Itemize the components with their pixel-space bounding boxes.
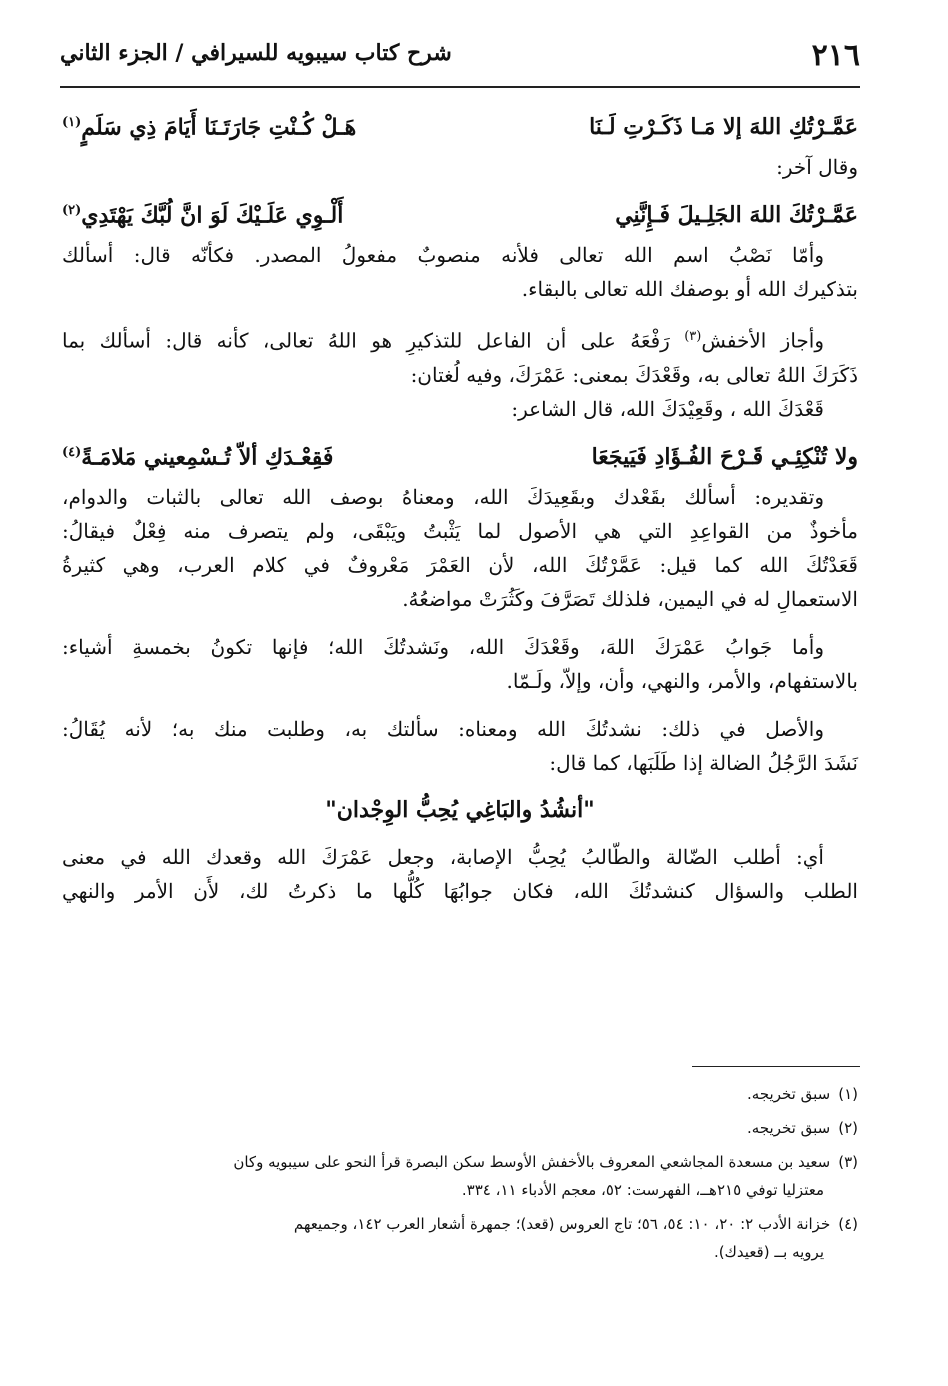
header-rule [60, 86, 860, 88]
paragraph-line: بتذكيرك الله أو بوصفك الله تعالى بالبقاء. [521, 277, 858, 301]
footnote-number: (١) [838, 1085, 858, 1103]
footnote-ref-1: (١) [62, 115, 82, 130]
footnotes [62, 1080, 858, 1266]
verse-1-first-hemistich: عَمَّـرْتُكِ اللهَ إلا مَـا ذَكَـرْتِ لَـنَا [589, 114, 858, 141]
paragraph-line: الطلب والسؤال كنشدتُكَ الله، فكان جوابُهَا كُلُّها ما ذكرتُ لك، لأَن الأمر والنهي [62, 878, 858, 903]
verse-3-first-hemistich: ولا تُنْكِئِـي قَـرْحَ الفُـؤَادِ فَيَيجَعَا [591, 443, 858, 470]
paragraph-line [62, 320, 858, 358]
footnote-text: سبق تخريجه. [747, 1085, 831, 1103]
paragraph-line: ذَكَرَكَ اللهُ تعالى به، وقَعْدَكَ بمعنى: عَمْرَكَ، وفيه لُغتان: [410, 362, 858, 387]
intro-line: وقال آخر: [776, 155, 858, 179]
paragraph-line: قَعَدْتُكَ الله كما قيل: عَمَّرْتُكَ الله، لأن العَمْرَ مَعْروفٌ في كلام العرب، وهي كثيرةُ [62, 552, 858, 577]
verse-3-second-hemistich [62, 426, 333, 484]
paragraph-line: أي: أطلب الضّالة والطّالبُ يُحِبُّ الإصابة، وجعل عَمْرَكَ الله وقعدك الله في معنى [62, 844, 824, 869]
quoted-hemistich: "أنشُدُ والبَاغِي يُحِبُّ الوِجْدان" [325, 796, 595, 823]
footnote-divider [692, 1066, 860, 1067]
paragraph-line: قَعْدَكَ الله ، وقَعِيْدَكَ الله، قال الشاعر: [511, 396, 824, 421]
footnote-ref-2: (٢) [62, 203, 82, 218]
footnote-item [62, 1114, 858, 1142]
footnote-ref-3: (٣) [684, 329, 702, 344]
paragraph-line: بالاستفهام، والأمر، والنهي، وأن، وإلاّ، ولَـمّا. [506, 668, 858, 693]
footnote-text: سبق تخريجه. [747, 1119, 831, 1137]
footnote-item [62, 1210, 858, 1238]
main-text [62, 96, 858, 908]
footnote-text: خزانة الأدب ٢: ٢٠، ١٠: ٥٤، ٥٦؛ تاج العروس (قعد)؛ جمهرة أشعار العرب ١٤٢، وجميعهم [293, 1215, 831, 1233]
verse-1 [62, 96, 858, 150]
page-header [60, 38, 860, 78]
paragraph-line: وأما جَوابُ عَمْرَكَ اللهَ، وقَعْدَكَ الله، ونَشدتُكَ الله؛ فإنها تكونُ بخمسةِ أشياء: [62, 634, 824, 659]
running-title: شرح كتاب سيبويه للسيرافي / الجزء الثاني [60, 40, 452, 66]
page-number: ٢١٦ [811, 38, 860, 73]
paragraph-line: مأخوذٌ من القواعِدِ التي هي الأصول لما يَثْبتُ ويَبْقَى، ولم يتصرف منه فِعْلٌ فيقالُ: [62, 518, 858, 543]
verse-1-second-hemistich [62, 96, 356, 154]
paragraph-line: وأمّا نَصْبُ اسم الله تعالى فلأنه منصوبٌ مفعولُ المصدر. فكأنّه قال: أسألك [62, 243, 824, 267]
footnote-item [62, 1148, 858, 1176]
verse-3-second-text: فَقِعْـدَكِ ألاّ تُـسْمِعيني مَلامَـةً [81, 443, 334, 470]
p2-rest: رَفْعَهُ على أن الفاعل للتذكيرِ هو اللهُ تعالى، كأنه قال: أسألك بما [62, 328, 685, 353]
footnote-ref-4: (٤) [62, 444, 82, 460]
verse-3 [62, 426, 858, 480]
paragraph-line: وتقديره: أسألك بقَعْدك وبقَعِيدَكَ الله، ومعناهُ بوصف الله تعالى بالثبات والدوام، [62, 484, 824, 509]
footnote-number: (٢) [838, 1119, 858, 1137]
paragraph-line: نَشَدَ الرَّجُلُ الضالة إذا طَلَبَها، كما قال: [549, 750, 858, 775]
footnote-number: (٤) [838, 1215, 858, 1233]
footnote-item [62, 1080, 858, 1108]
footnote-number: (٣) [838, 1153, 858, 1171]
paragraph-line: والأصل في ذلك: نشدتُكَ الله ومعناه: سألتك به، وطلبت منك به؛ لأنه يُقَالُ: [62, 716, 824, 741]
footnote-text-continued: معتزليا توفي ٢١٥هــ، الفهرست: ٥٢، معجم الأدباء ١١، ٣٣٤. [461, 1181, 824, 1199]
p2-start: وأجاز الأخفش [701, 328, 824, 353]
verse-2 [62, 184, 858, 238]
verse-2-second-hemistich [62, 184, 343, 242]
footnote-text: سعيد بن مسعدة المجاشعي المعروف بالأخفش الأوسط سكن البصرة قرأ النحو على سيبويه وكان [233, 1153, 831, 1171]
paragraph-line: الاستعمالِ له في اليمين، فلذلك تَصَرَّفَ وكَثُرَتْ مواضعُهُ. [402, 586, 858, 611]
footnote-text-continued: يرويه بــ (قعيدك). [713, 1243, 824, 1261]
verse-2-first-hemistich: عَمَّـرْتُكَ اللهَ الجَلِـيلَ فَـإِنَّنِي [615, 202, 858, 229]
verse-1-second-text: هَـلْ كُـنْتِ جَارَتَـنَا أَيَامَ ذِي سَلَمٍ [81, 114, 357, 141]
verse-2-second-text: أَلْـوِي عَلَـيْكَ لَوَ انَّ لُبَّكَ يَهْتَدِي [81, 202, 344, 229]
